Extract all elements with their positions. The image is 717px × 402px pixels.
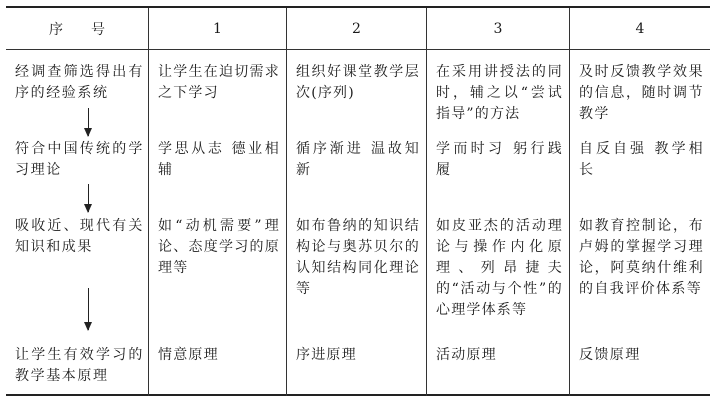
table-cell: 如布鲁纳的知识结构论与奥苏贝尔的认知结构同化理论等 <box>296 218 420 297</box>
row-label-principle: 让学生有效学习的教学基本原理 <box>15 347 144 384</box>
table-cell: 如“动机需要”理论、态度学习的原理等 <box>158 218 280 276</box>
down-arrow-icon <box>88 288 89 330</box>
table-cell: 循序渐进 温故知新 <box>296 141 420 178</box>
table-cell: 情意原理 <box>158 347 219 363</box>
header-cell-3: 3 <box>427 8 570 49</box>
column-1 <box>149 50 287 396</box>
down-arrow-icon <box>88 108 89 136</box>
header-cell-1: 1 <box>149 8 287 49</box>
header-row <box>6 8 710 50</box>
header-cell-2: 2 <box>287 8 427 49</box>
table-cell: 在采用讲授法的同时，辅之以“尝试指导”的方法 <box>436 64 563 122</box>
table-cell: 组织好课堂教学层次(序列) <box>296 64 420 101</box>
principles-table <box>6 6 710 396</box>
header-cell-4: 4 <box>635 20 645 37</box>
table-cell: 序进原理 <box>296 347 357 363</box>
down-arrow-icon <box>88 184 89 212</box>
table-body <box>6 50 710 396</box>
table-cell: 学思从志 德业相辅 <box>158 141 280 178</box>
table-cell: 如教育控制论，布卢姆的掌握学习理论，阿莫纳什维利的自我评价体系等 <box>579 218 704 297</box>
table-cell: 反馈原理 <box>579 347 641 363</box>
table-cell: 学而时习 躬行践履 <box>436 141 563 178</box>
column-2 <box>287 50 427 396</box>
table-cell: 活动原理 <box>436 347 497 363</box>
row-label-modern: 吸收近、现代有关知识和成果 <box>15 218 144 255</box>
label-column <box>6 50 149 396</box>
table-cell: 及时反馈教学效果的信息，随时调节教学 <box>579 64 704 122</box>
column-4 <box>570 50 710 396</box>
table-cell: 让学生在迫切需求之下学习 <box>158 64 280 101</box>
header-cell-number <box>6 8 149 49</box>
header-number-label: 序号 <box>49 21 133 38</box>
row-label-tradition: 符合中国传统的学习理论 <box>15 141 144 178</box>
column-3 <box>427 50 570 396</box>
row-label-experience: 经调查筛选得出有序的经验系统 <box>15 64 144 101</box>
table-cell: 自反自强 教学相长 <box>579 141 704 178</box>
table-cell: 如皮亚杰的活动理论与操作内化原理、列昂捷夫的“活动与个性”的心理学体系等 <box>436 218 563 318</box>
